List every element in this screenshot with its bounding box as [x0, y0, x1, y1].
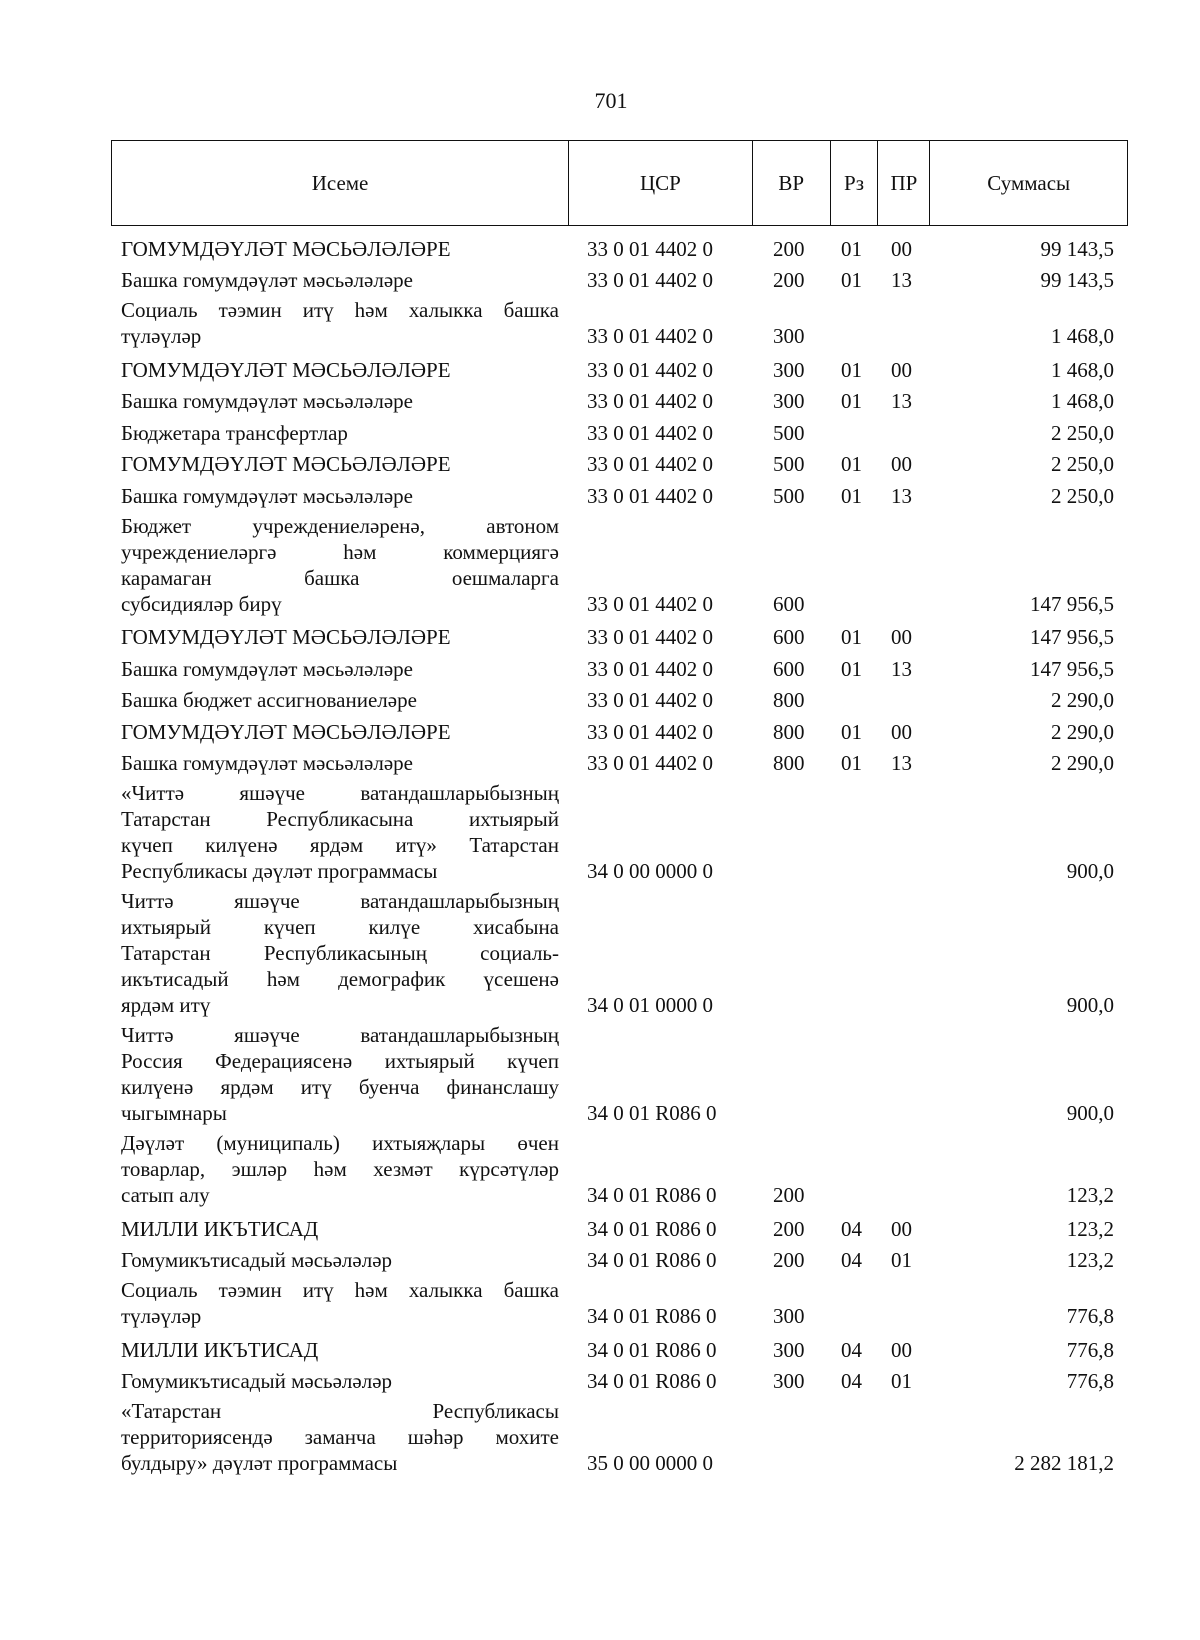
row-name-line: учреждениеләргә һәм коммерциягә: [121, 539, 559, 564]
row-sum: 1 468,0: [1051, 324, 1114, 348]
row-name: [111, 1022, 569, 1126]
row-name: [111, 420, 569, 446]
table-row: [111, 1242, 1128, 1274]
row-sum: 99 143,5: [1040, 268, 1114, 292]
row-sum: 776,8: [1066, 1369, 1114, 1393]
row-rz: 01: [841, 357, 862, 382]
row-csr: 34 0 01 R086 0: [587, 1337, 717, 1362]
budget-table: [111, 140, 1128, 1478]
row-csr: 34 0 01 R086 0: [587, 1101, 717, 1125]
row-name-line: «Читтә яшәүче ватандашларыбызның: [121, 781, 559, 805]
row-name-line: сатып алу: [121, 1183, 210, 1207]
row-rz: 01: [841, 268, 862, 292]
row-name-line: Россия Федерациясенә ихтыярый күчеп: [121, 1049, 559, 1073]
table-row: [111, 713, 1128, 745]
row-name-line: булдыру» дәүләт программасы: [121, 1451, 398, 1475]
row-csr: 34 0 00 0000 0: [587, 859, 713, 883]
row-name: [111, 1216, 569, 1242]
row-vr: 300: [773, 1304, 805, 1328]
row-sum: 2 250,0: [1051, 452, 1114, 476]
row-csr: 34 0 01 R086 0: [587, 1304, 717, 1328]
row-name: [111, 1368, 569, 1394]
row-name: [111, 1247, 569, 1273]
row-pr: 01: [891, 1369, 912, 1393]
row-name: [111, 451, 569, 477]
row-rz: 01: [841, 656, 862, 681]
row-csr: 33 0 01 4402 0: [587, 389, 713, 413]
row-vr: 300: [773, 389, 805, 413]
row-name-line: Социаль тәэмин итү һәм халыкка башка: [121, 298, 559, 322]
row-csr: 34 0 01 R086 0: [587, 1369, 717, 1393]
row-sum: 900,0: [1066, 993, 1114, 1017]
row-sum: 2 290,0: [1051, 688, 1114, 712]
row-csr: 35 0 00 0000 0: [587, 1451, 713, 1475]
row-rz: 01: [841, 389, 862, 413]
table-row: [111, 1210, 1128, 1242]
row-name-line: ГОМУМДӘҮЛӘТ МӘСЬӘЛӘЛӘРЕ: [121, 357, 451, 382]
table-row: [111, 1363, 1128, 1395]
table-row: [111, 1130, 1128, 1208]
row-pr: 00: [891, 236, 912, 261]
row-name: [111, 483, 569, 509]
row-vr: 300: [773, 1337, 805, 1362]
row-vr: 500: [773, 483, 805, 508]
table-row: [111, 1022, 1128, 1126]
table-row: [111, 780, 1128, 884]
row-csr: 33 0 01 4402 0: [587, 625, 713, 649]
row-name: [111, 1277, 569, 1329]
row-vr: 300: [773, 1369, 805, 1393]
table-row: [111, 745, 1128, 777]
table-row: [111, 383, 1128, 415]
row-name: [111, 357, 569, 383]
row-name-line: ГОМУМДӘҮЛӘТ МӘСЬӘЛӘЛӘРЕ: [121, 625, 451, 649]
row-pr: 13: [891, 483, 912, 508]
row-vr: 200: [773, 1183, 805, 1207]
row-name: [111, 624, 569, 650]
table-row: [111, 1331, 1128, 1363]
table-row: [111, 477, 1128, 509]
row-name-line: Татарстан Республикасына ихтыярый: [121, 807, 559, 831]
row-vr: 600: [773, 656, 805, 681]
row-sum: 900,0: [1066, 1101, 1114, 1125]
row-pr: 00: [891, 357, 912, 382]
row-vr: 200: [773, 1248, 805, 1272]
row-name: [111, 388, 569, 414]
row-pr: 13: [891, 268, 912, 292]
row-name: [111, 750, 569, 776]
row-name: [111, 1337, 569, 1363]
header-name: Исеме: [112, 141, 569, 225]
row-sum: 2 282 181,2: [1014, 1451, 1114, 1475]
row-vr: 200: [773, 268, 805, 292]
row-vr: 200: [773, 236, 805, 261]
row-rz: 04: [841, 1337, 862, 1362]
row-rz: 01: [841, 236, 862, 261]
row-vr: 500: [773, 420, 805, 445]
row-name-line: түләүләр: [121, 1304, 202, 1328]
row-csr: 33 0 01 4402 0: [587, 719, 713, 744]
row-csr: 33 0 01 4402 0: [587, 420, 713, 445]
row-name-line: Татарстан Республикасының социаль-: [121, 941, 559, 965]
row-name-line: Читтә яшәүче ватандашларыбызның: [121, 1023, 559, 1047]
row-pr: 01: [891, 1248, 912, 1272]
row-sum: 123,2: [1066, 1248, 1114, 1272]
row-name-line: ярдәм итү: [121, 993, 211, 1017]
row-name-line: Социаль тәэмин итү һәм халыкка башка: [121, 1278, 559, 1302]
row-name-line: түләүләр: [121, 324, 202, 348]
row-name: [111, 780, 569, 884]
table-row: [111, 297, 1128, 349]
row-csr: 34 0 01 R086 0: [587, 1216, 717, 1241]
row-name: [111, 687, 569, 713]
row-sum: 776,8: [1066, 1304, 1114, 1328]
row-sum: 1 468,0: [1051, 357, 1114, 382]
row-sum: 2 250,0: [1051, 420, 1114, 445]
table-body: [111, 226, 1128, 1476]
row-rz: 01: [841, 452, 862, 476]
row-rz: 04: [841, 1369, 862, 1393]
row-name-line: Башка гомумдәүләт мәсьәләләре: [121, 389, 413, 413]
header-vr: ВР: [753, 141, 831, 225]
row-vr: 800: [773, 751, 805, 775]
row-vr: 600: [773, 625, 805, 649]
row-name-line: Башка гомумдәүләт мәсьәләләре: [121, 268, 413, 292]
row-sum: 1 468,0: [1051, 389, 1114, 413]
row-csr: 33 0 01 4402 0: [587, 324, 713, 348]
row-csr: 34 0 01 0000 0: [587, 993, 713, 1017]
row-rz: 01: [841, 483, 862, 508]
row-pr: 13: [891, 656, 912, 681]
row-vr: 300: [773, 357, 805, 382]
header-csr: ЦСР: [569, 141, 753, 225]
table-row: [111, 513, 1128, 617]
row-name: [111, 719, 569, 745]
row-csr: 33 0 01 4402 0: [587, 688, 713, 712]
row-pr: 00: [891, 719, 912, 744]
row-sum: 99 143,5: [1040, 236, 1114, 261]
table-row: [111, 1398, 1128, 1476]
row-sum: 147 956,5: [1030, 591, 1114, 616]
table-row: [111, 414, 1128, 446]
row-name-line: Бюджет учреждениеләренә, автоном: [121, 513, 559, 538]
header-sum: Суммасы: [987, 170, 1071, 195]
row-name-line: Башка гомумдәүләт мәсьәләләре: [121, 751, 413, 775]
row-sum: 123,2: [1066, 1183, 1114, 1207]
table-row: [111, 262, 1128, 294]
row-name: [111, 1130, 569, 1208]
row-name: [111, 297, 569, 349]
row-name-line: Бюджетара трансфертлар: [121, 420, 348, 445]
header-pr: ПР: [878, 141, 930, 225]
row-csr: 33 0 01 4402 0: [587, 268, 713, 292]
row-csr: 33 0 01 4402 0: [587, 656, 713, 681]
table-row: [111, 230, 1128, 262]
row-name-line: «Татарстан Республикасы: [121, 1399, 559, 1423]
row-name: [111, 513, 569, 617]
row-rz: 01: [841, 751, 862, 775]
row-name: [111, 267, 569, 293]
row-name: [111, 1398, 569, 1476]
table-row: [111, 619, 1128, 651]
row-name-line: икътисадый һәм демографик үсешенә: [121, 967, 559, 991]
row-sum: 2 250,0: [1051, 483, 1114, 508]
row-vr: 300: [773, 324, 805, 348]
row-csr: 34 0 01 R086 0: [587, 1183, 717, 1207]
table-row: [111, 650, 1128, 682]
row-name-line: Башка гомумдәүләт мәсьәләләре: [121, 483, 413, 508]
table-row: [111, 1277, 1128, 1329]
row-name-line: ихтыярый күчеп килүе хисабына: [121, 915, 559, 939]
row-name-line: субсидияләр бирү: [121, 591, 282, 616]
row-name-line: чыгымнары: [121, 1101, 227, 1125]
row-name-line: МИЛЛИ ИКЪТИСАД: [121, 1337, 319, 1362]
row-sum: 900,0: [1066, 859, 1114, 883]
row-csr: 33 0 01 4402 0: [587, 236, 713, 261]
row-name-line: Башка гомумдәүләт мәсьәләләре: [121, 656, 413, 681]
row-name-line: Гомумикътисадый мәсьәләләр: [121, 1369, 393, 1393]
row-sum: 776,8: [1066, 1337, 1114, 1362]
table-row: [111, 446, 1128, 478]
row-name-line: территориясендә заманча шәһәр мохите: [121, 1425, 559, 1449]
row-pr: 13: [891, 389, 912, 413]
row-name: [111, 236, 569, 262]
row-pr: 00: [891, 1337, 912, 1362]
row-name-line: килүенә ярдәм итү буенча финанслашу: [121, 1075, 559, 1099]
row-name: [111, 656, 569, 682]
row-name-line: ГОМУМДӘҮЛӘТ МӘСЬӘЛӘЛӘРЕ: [121, 719, 451, 744]
row-name-line: ГОМУМДӘҮЛӘТ МӘСЬӘЛӘЛӘРЕ: [121, 236, 451, 261]
table-row: [111, 888, 1128, 1018]
row-name-line: МИЛЛИ ИКЪТИСАД: [121, 1216, 319, 1241]
row-sum: 123,2: [1066, 1216, 1114, 1241]
row-csr: 33 0 01 4402 0: [587, 751, 713, 775]
row-rz: 04: [841, 1216, 862, 1241]
row-name-line: күчеп килүенә ярдәм итү» Татарстан: [121, 833, 559, 857]
row-pr: 13: [891, 751, 912, 775]
row-name-line: карамаган башка оешмаларга: [121, 565, 559, 590]
row-sum: 2 290,0: [1051, 719, 1114, 744]
row-vr: 500: [773, 452, 805, 476]
table-row: [111, 682, 1128, 714]
row-sum: 147 956,5: [1030, 656, 1114, 681]
table-header: [111, 140, 1128, 226]
row-vr: 600: [773, 591, 805, 616]
row-vr: 800: [773, 688, 805, 712]
row-rz: 04: [841, 1248, 862, 1272]
row-name-line: Читтә яшәүче ватандашларыбызның: [121, 889, 559, 913]
row-csr: 34 0 01 R086 0: [587, 1248, 717, 1272]
row-name-line: ГОМУМДӘҮЛӘТ МӘСЬӘЛӘЛӘРЕ: [121, 452, 451, 476]
row-csr: 33 0 01 4402 0: [587, 483, 713, 508]
row-csr: 33 0 01 4402 0: [587, 591, 713, 616]
row-name-line: Башка бюджет ассигнованиеләре: [121, 688, 417, 712]
row-csr: 33 0 01 4402 0: [587, 452, 713, 476]
table-row: [111, 351, 1128, 383]
row-rz: 01: [841, 625, 862, 649]
row-pr: 00: [891, 625, 912, 649]
row-name-line: Республикасы дәүләт программасы: [121, 859, 438, 883]
row-rz: 01: [841, 719, 862, 744]
header-rz: Рз: [831, 141, 879, 225]
row-pr: 00: [891, 1216, 912, 1241]
row-name-line: Дәүләт (муниципаль) ихтыяҗлары өчен: [121, 1131, 559, 1155]
row-name-line: товарлар, эшләр һәм хезмәт күрсәтүләр: [121, 1157, 559, 1181]
row-name: [111, 888, 569, 1018]
row-sum: 147 956,5: [1030, 625, 1114, 649]
row-sum: 2 290,0: [1051, 751, 1114, 775]
row-name-line: Гомумикътисадый мәсьәләләр: [121, 1248, 393, 1272]
row-pr: 00: [891, 452, 912, 476]
row-vr: 800: [773, 719, 805, 744]
row-csr: 33 0 01 4402 0: [587, 357, 713, 382]
row-vr: 200: [773, 1216, 805, 1241]
page-number: 701: [594, 88, 628, 113]
